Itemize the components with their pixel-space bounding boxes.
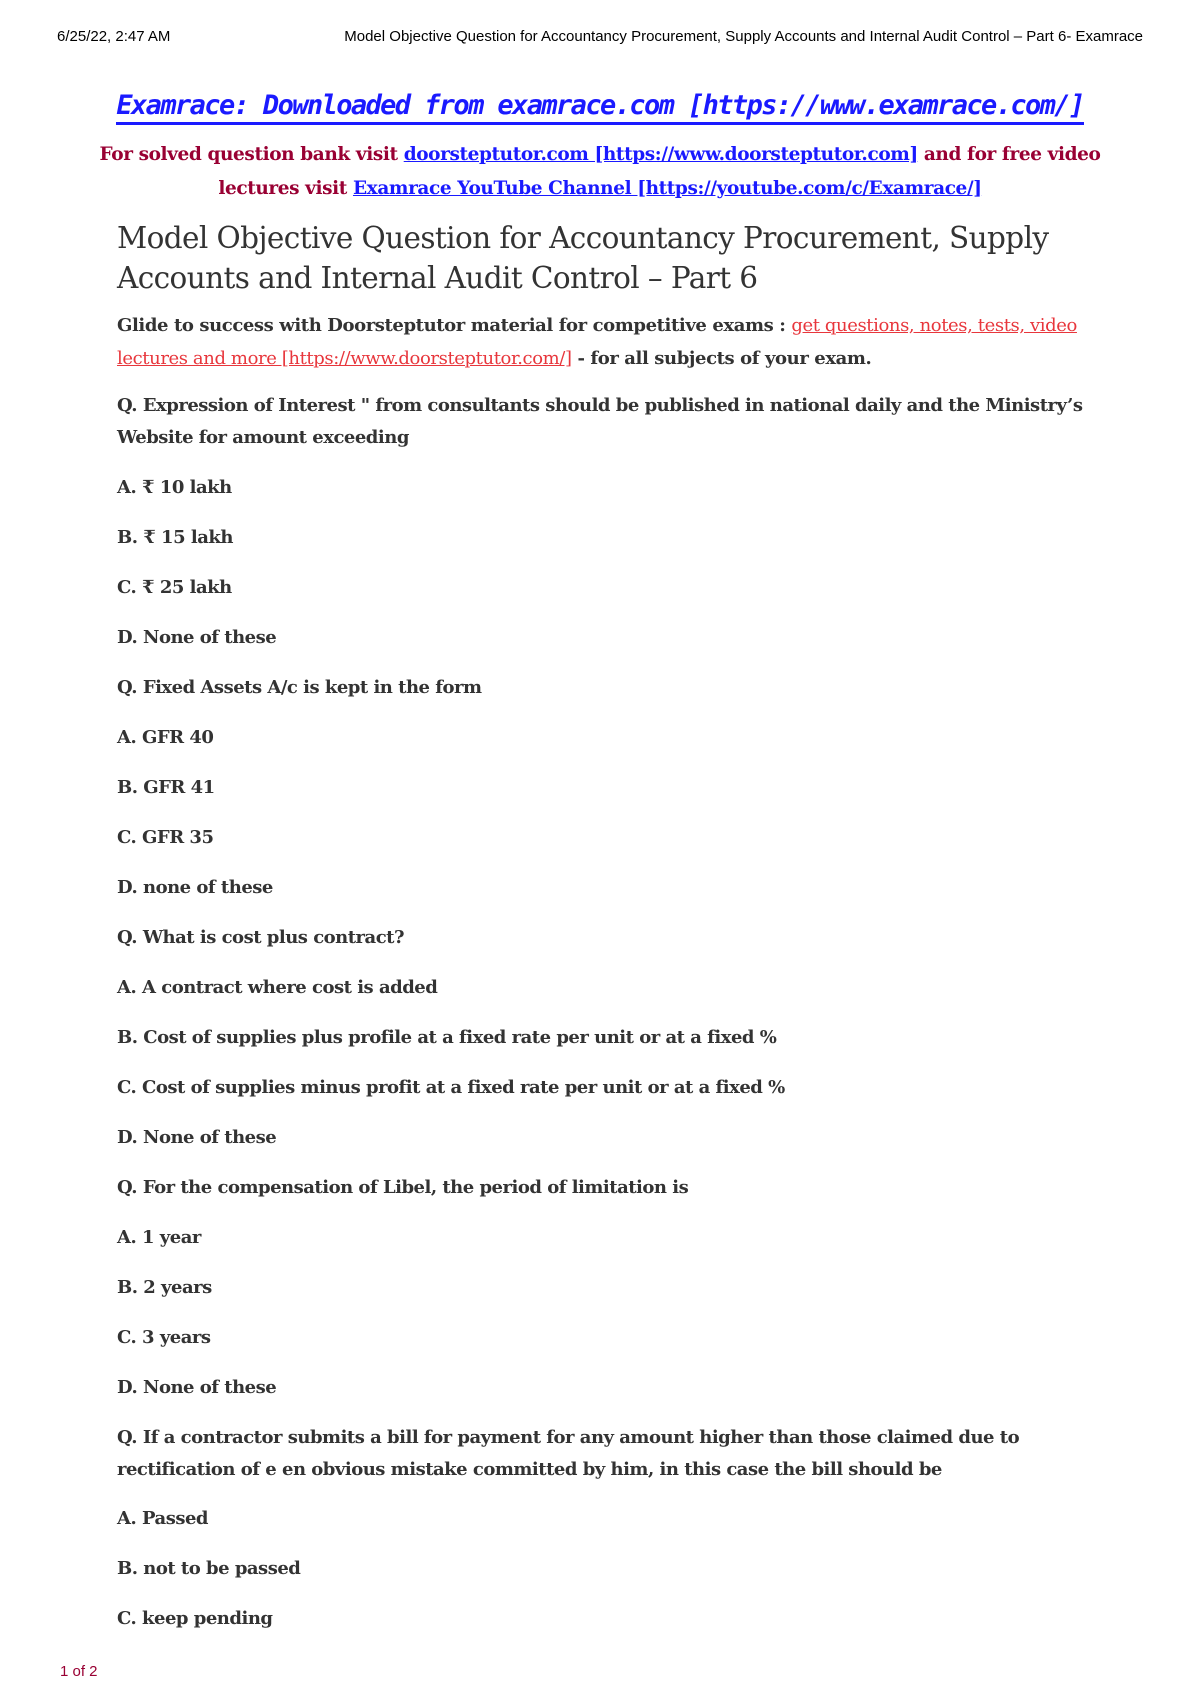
question-text: Q. Fixed Assets A/c is kept in the form	[117, 677, 482, 698]
intro-link[interactable]: get questions, notes, tests, video lectures and more [https://www.doorsteptutor.com/]	[117, 315, 1077, 369]
answer-option: B. GFR 41	[117, 777, 215, 798]
answer-option: D. None of these	[117, 1377, 277, 1398]
answer-option: D. None of these	[117, 1127, 277, 1148]
question-text: Q. What is cost plus contract?	[117, 927, 405, 948]
article-title: Model Objective Question for Accountancy Procurement, Supply Accounts and Internal Audit Control – Part 6	[117, 221, 1049, 295]
answer-option: B. Cost of supplies plus profile at a fixed rate per unit or at a fixed %	[117, 1027, 777, 1048]
answer-option: C. Cost of supplies minus profit at a fixed rate per unit or at a fixed %	[117, 1077, 785, 1098]
answer-option: C. 3 years	[117, 1327, 211, 1348]
article	[117, 218, 1092, 1653]
answer-option: A. A contract where cost is added	[117, 977, 438, 998]
answer-option: B. ₹ 15 lakh	[117, 527, 233, 548]
print-header	[57, 28, 1143, 45]
answer-option: A. GFR 40	[117, 727, 214, 748]
print-page-title: Model Objective Question for Accountancy Procurement, Supply Accounts and Internal Audit Control – Part 6- Examrace	[344, 28, 1143, 45]
question-text: Q. For the compensation of Libel, the period of limitation is	[117, 1177, 689, 1198]
examrace-banner	[0, 90, 1200, 121]
answer-option: D. none of these	[117, 877, 273, 898]
answer-option: B. not to be passed	[117, 1558, 301, 1579]
answer-option: C. ₹ 25 lakh	[117, 577, 232, 598]
promo-middle: and for free video lectures visit	[218, 144, 1101, 199]
question-text: Q. Expression of Interest " from consultants should be published in national daily and the Ministry’s Website for amount exceeding	[117, 395, 1083, 448]
intro-suffix: - for all subjects of your exam.	[571, 348, 872, 369]
question-text: Q. If a contractor submits a bill for payment for any amount higher than those claimed due to rectification of e en obvious mistake committed by him, in this case the bill should be	[117, 1427, 1020, 1480]
banner-link[interactable]: Examrace: Downloaded from examrace.com [https://www.examrace.com/]	[116, 90, 1083, 125]
answer-option: A. 1 year	[117, 1227, 201, 1248]
promo-prefix: For solved question bank visit	[99, 144, 404, 165]
answer-option: A. ₹ 10 lakh	[117, 477, 232, 498]
answer-option: C. GFR 35	[117, 827, 214, 848]
page-number: 1 of 2	[60, 1663, 98, 1680]
youtube-channel-link[interactable]: Examrace YouTube Channel [https://youtube.com/c/Examrace/]	[352, 178, 982, 199]
article-intro	[117, 309, 1092, 375]
doorsteptutor-link[interactable]: doorsteptutor.com [https://www.doorsteptutor.com]	[403, 144, 918, 165]
print-datetime: 6/25/22, 2:47 AM	[57, 28, 171, 45]
answer-option: D. None of these	[117, 627, 277, 648]
promo-text	[80, 138, 1120, 206]
answer-option: C. keep pending	[117, 1608, 273, 1629]
intro-prefix: Glide to success with Doorsteptutor material for competitive exams :	[117, 315, 792, 336]
answer-option: A. Passed	[117, 1508, 209, 1529]
answer-option: B. 2 years	[117, 1277, 212, 1298]
